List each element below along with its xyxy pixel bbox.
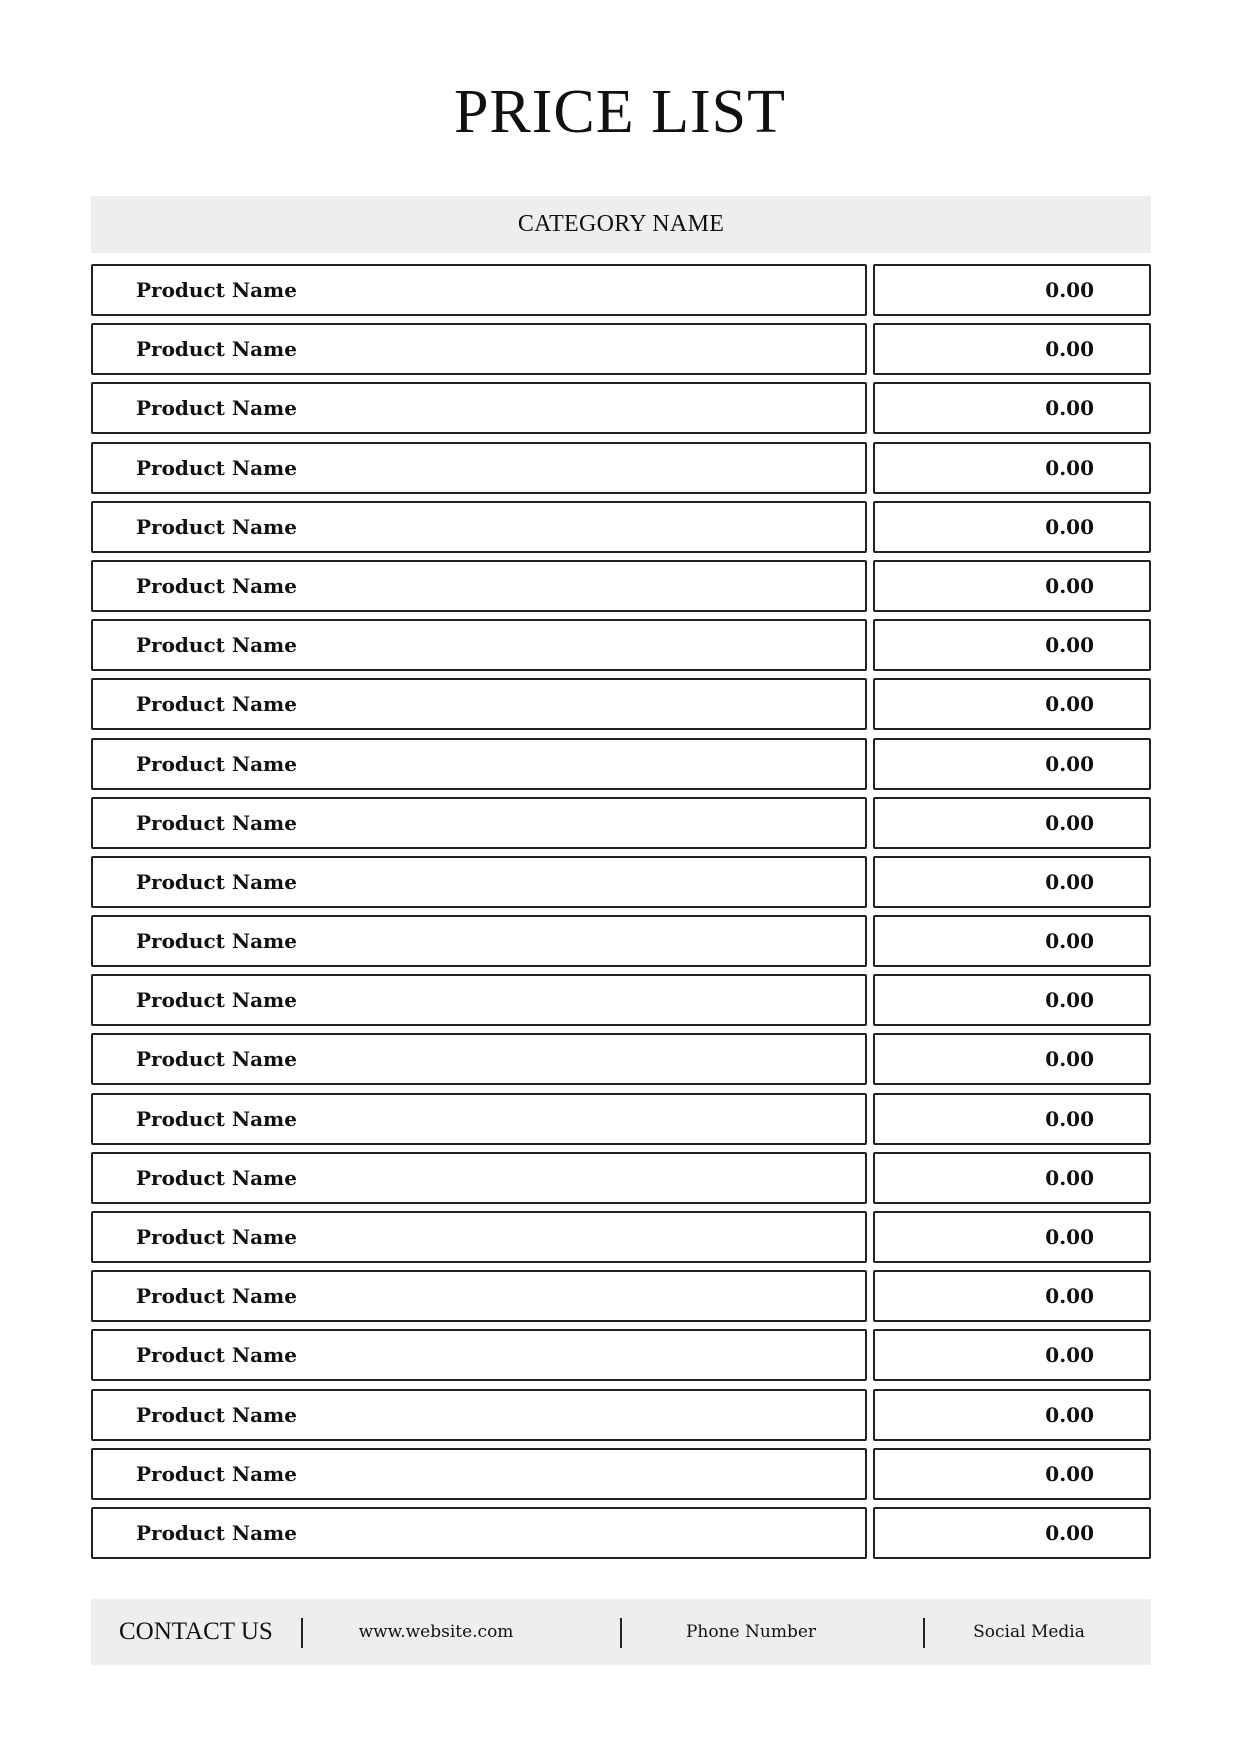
price-cell: [873, 264, 1151, 316]
price-cell: [873, 974, 1151, 1026]
product-name-cell: [91, 1152, 867, 1204]
product-price: 0.00: [1045, 1047, 1094, 1072]
product-name: Product Name: [136, 1047, 297, 1072]
product-price: 0.00: [1045, 810, 1094, 835]
table-row: [91, 797, 1151, 849]
table-row: [91, 915, 1151, 967]
table-row: [91, 678, 1151, 730]
price-cell: [873, 1152, 1151, 1204]
product-name: Product Name: [136, 810, 297, 835]
table-row: [91, 1211, 1151, 1263]
website-text: www.website.com: [358, 1622, 514, 1642]
category-header: [91, 196, 1151, 253]
table-row: [91, 738, 1151, 790]
product-name: Product Name: [136, 751, 297, 776]
product-name-cell: [91, 678, 867, 730]
product-price: 0.00: [1045, 1402, 1094, 1427]
price-cell: [873, 678, 1151, 730]
product-price: 0.00: [1045, 1284, 1094, 1309]
table-row: [91, 323, 1151, 375]
product-price: 0.00: [1045, 396, 1094, 421]
product-price: 0.00: [1045, 514, 1094, 539]
product-name: Product Name: [136, 1461, 297, 1486]
price-cell: [873, 382, 1151, 434]
product-name-cell: [91, 560, 867, 612]
price-cell: [873, 1329, 1151, 1381]
price-cell: [873, 1448, 1151, 1500]
table-row: [91, 382, 1151, 434]
product-name-cell: [91, 619, 867, 671]
price-cell: [873, 323, 1151, 375]
category-label: CATEGORY NAME: [517, 211, 725, 237]
price-cell: [873, 797, 1151, 849]
product-price: 0.00: [1045, 988, 1094, 1013]
table-row: [91, 560, 1151, 612]
product-name-cell: [91, 738, 867, 790]
product-name: Product Name: [136, 929, 297, 954]
product-price: 0.00: [1045, 633, 1094, 658]
price-cell: [873, 442, 1151, 494]
product-name-cell: [91, 856, 867, 908]
product-name: Product Name: [136, 1165, 297, 1190]
social-media-text: Social Media: [973, 1622, 1085, 1642]
product-name-cell: [91, 501, 867, 553]
table-row: [91, 264, 1151, 316]
phone-number-text: Phone Number: [685, 1622, 817, 1642]
contact-footer: [91, 1599, 1151, 1665]
product-name: Product Name: [136, 869, 297, 894]
product-name-cell: [91, 1270, 867, 1322]
price-cell: [873, 1211, 1151, 1263]
contact-us-label: CONTACT US: [119, 1618, 273, 1645]
product-price: 0.00: [1045, 692, 1094, 717]
product-name-cell: [91, 1093, 867, 1145]
product-name-cell: [91, 264, 867, 316]
product-name: Product Name: [136, 396, 297, 421]
product-name-cell: [91, 382, 867, 434]
product-price: 0.00: [1045, 1343, 1094, 1368]
product-name-cell: [91, 1211, 867, 1263]
product-name: Product Name: [136, 573, 297, 598]
product-name: Product Name: [136, 1520, 297, 1545]
product-name-cell: [91, 442, 867, 494]
product-name: Product Name: [136, 455, 297, 480]
product-name-cell: [91, 915, 867, 967]
price-cell: [873, 1093, 1151, 1145]
product-name: Product Name: [136, 692, 297, 717]
product-price: 0.00: [1045, 751, 1094, 776]
product-name-cell: [91, 1033, 867, 1085]
product-price: 0.00: [1045, 455, 1094, 480]
table-row: [91, 1448, 1151, 1500]
product-price: 0.00: [1045, 929, 1094, 954]
table-row: [91, 1093, 1151, 1145]
table-row: [91, 974, 1151, 1026]
product-name: Product Name: [136, 1106, 297, 1131]
price-cell: [873, 915, 1151, 967]
table-row: [91, 1329, 1151, 1381]
table-row: [91, 442, 1151, 494]
product-price: 0.00: [1045, 573, 1094, 598]
product-price: 0.00: [1045, 278, 1094, 302]
price-cell: [873, 1033, 1151, 1085]
product-price: 0.00: [1045, 869, 1094, 894]
table-row: [91, 1389, 1151, 1441]
table-row: [91, 1033, 1151, 1085]
page-title: PRICE LIST: [453, 78, 787, 146]
table-row: [91, 1270, 1151, 1322]
product-price: 0.00: [1045, 1461, 1094, 1486]
price-cell: [873, 619, 1151, 671]
product-name-cell: [91, 323, 867, 375]
product-name: Product Name: [136, 633, 297, 658]
product-name-cell: [91, 1507, 867, 1559]
product-price: 0.00: [1045, 1520, 1094, 1545]
price-cell: [873, 560, 1151, 612]
table-row: [91, 1507, 1151, 1559]
price-cell: [873, 1507, 1151, 1559]
table-row: [91, 501, 1151, 553]
price-list-table: [91, 264, 1151, 1566]
price-cell: [873, 1270, 1151, 1322]
product-price: 0.00: [1045, 337, 1094, 362]
product-name: Product Name: [136, 337, 297, 362]
product-name: Product Name: [136, 514, 297, 539]
price-cell: [873, 1389, 1151, 1441]
table-row: [91, 856, 1151, 908]
product-name: Product Name: [136, 1284, 297, 1309]
footer-divider: [620, 1618, 622, 1648]
product-name-cell: [91, 974, 867, 1026]
product-name-cell: [91, 1389, 867, 1441]
product-price: 0.00: [1045, 1225, 1094, 1249]
product-price: 0.00: [1045, 1106, 1094, 1131]
product-name: Product Name: [136, 1402, 297, 1427]
product-name-cell: [91, 1448, 867, 1500]
product-name: Product Name: [136, 1225, 297, 1249]
price-cell: [873, 501, 1151, 553]
price-cell: [873, 738, 1151, 790]
table-row: [91, 619, 1151, 671]
product-price: 0.00: [1045, 1165, 1094, 1190]
product-name-cell: [91, 1329, 867, 1381]
table-row: [91, 1152, 1151, 1204]
product-name-cell: [91, 797, 867, 849]
price-cell: [873, 856, 1151, 908]
product-name: Product Name: [136, 278, 297, 302]
product-name: Product Name: [136, 988, 297, 1013]
product-name: Product Name: [136, 1343, 297, 1368]
